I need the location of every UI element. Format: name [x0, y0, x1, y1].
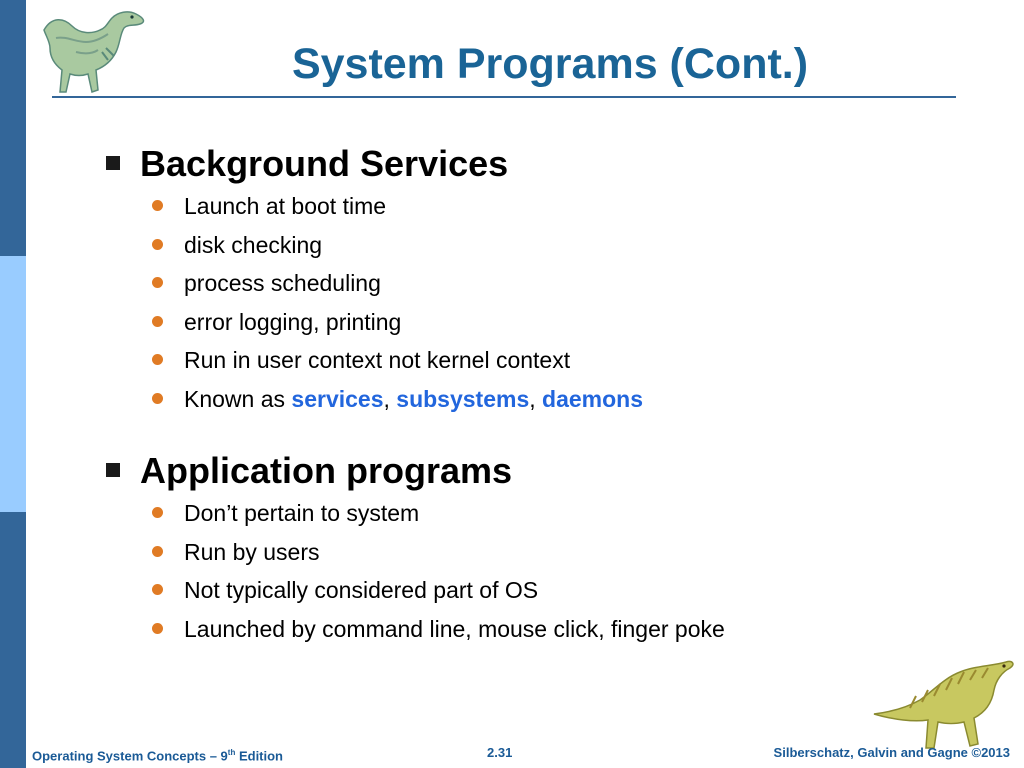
round-bullet-icon: [152, 393, 163, 404]
section-heading: Background Services: [140, 143, 509, 184]
list-item-text: [184, 385, 643, 413]
list-item-text: process scheduling: [184, 270, 381, 297]
round-bullet-icon: [152, 623, 163, 634]
round-bullet-icon: [152, 584, 163, 595]
side-bar-bottom: [0, 512, 26, 768]
footer-copyright: Silberschatz, Galvin and Gagne ©2013: [773, 745, 1010, 760]
known-as-prefix: Known as: [184, 385, 292, 412]
side-bar-top: [0, 0, 26, 256]
title-divider: [52, 96, 956, 98]
round-bullet-icon: [152, 239, 163, 250]
round-bullet-icon: [152, 316, 163, 327]
term-separator: ,: [383, 385, 397, 412]
square-bullet-icon: [106, 156, 120, 170]
list-item-text: Run in user context not kernel context: [184, 347, 571, 374]
page-number: 2.31: [487, 745, 513, 760]
list-item-text: disk checking: [184, 231, 323, 258]
footer-book-suffix: Edition: [235, 748, 284, 764]
round-bullet-icon: [152, 354, 163, 365]
dinosaur-icon: [36, 8, 156, 96]
list-item-text: Launch at boot time: [184, 193, 387, 219]
round-bullet-icon: [152, 507, 163, 518]
square-bullet-icon: [106, 463, 120, 477]
term-daemons: daemons: [542, 385, 644, 412]
footer-book-title: [32, 744, 283, 765]
round-bullet-icon: [152, 200, 163, 211]
round-bullet-icon: [152, 546, 163, 557]
footer-book-sup: th: [227, 748, 236, 757]
list-item-text: Launched by command line, mouse click, finger poke: [184, 615, 725, 642]
round-bullet-icon: [152, 277, 163, 288]
list-item-text: Run by users: [184, 538, 320, 565]
side-bar-middle: [0, 256, 26, 512]
term-services: services: [291, 385, 384, 412]
list-item-text: error logging, printing: [184, 308, 402, 335]
page-title: System Programs (Cont.): [291, 40, 809, 88]
dinosaur-icon: [870, 656, 1018, 756]
term-subsystems: subsystems: [396, 385, 530, 412]
term-separator: ,: [529, 385, 543, 412]
list-item-text: Don’t pertain to system: [184, 500, 420, 526]
list-item-text: Not typically considered part of OS: [184, 577, 539, 604]
section-heading: Application programs: [140, 450, 513, 491]
footer-book-prefix: Operating System Concepts – 9: [32, 748, 228, 764]
